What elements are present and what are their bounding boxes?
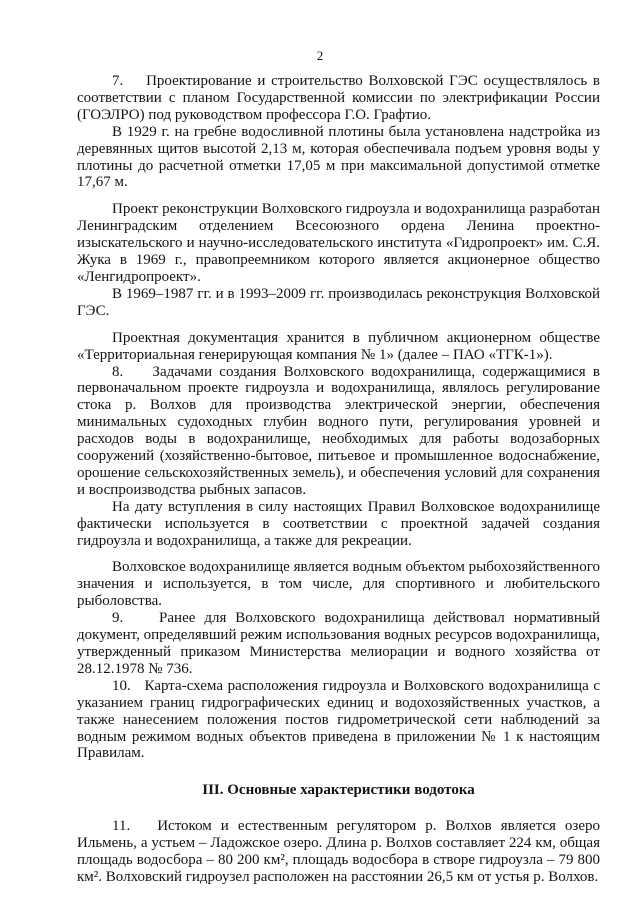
paragraph-1929: В 1929 г. на гребне водосливной плотины была установлена надстройка из деревянных щитов высотой 2,13 м, которая обеспечивала подъем уровня воды у плотины до расчетной отметки 17,05 м при максимальной допустимой отметке 17,67 м. — [77, 123, 600, 191]
paragraph-fishery: Волховское водохранилище является водным объектом рыбохозяйственного значения и используется, в том числе, для спортивного и любительского рыболовства. — [77, 559, 600, 610]
paragraph-9: 9. Ранее для Волховского водохранилища действовал нормативный документ, определявший режим использования водных ресурсов водохранилища, утвержденный приказом Министерства мелиорации и водного хозяйства от 28.12.1978 № 736. — [77, 610, 600, 677]
paragraph-reconstruction-project: Проект реконструкции Волховского гидроузла и водохранилища разработан Ленинградским отделением Всесоюзного ордена Ленина проектно-изыскательского и научно-исследовательского института «Гидропроект» им. С.Я. Жука в 1969 г., правопреемником которого является акционерное общество «Ленгидропроект». — [77, 201, 600, 285]
paragraph-8: 8. Задачами создания Волховского водохранилища, содержащимися в первоначальном проекте гидроузла и водохранилища, являлось регулирование стока р. Волхов для производства электрической энергии, обеспечения минимальных судоходных глубин водного пути, регулирования уровней и расходов воды в водохранилище, необходимых для работы водозаборных сооружений (хозяйственно-бытовое, питьевое и промышленное водоснабжение, орошение сельскохозяйственных земель), и обеспечения условий для сохранения и воспроизводства рыбных запасов. — [77, 363, 600, 498]
paragraph-11: 11. Истоком и естественным регулятором р. Волхов является озеро Ильмень, а устьем – Ладожское озеро. Длина р. Волхов составляет 224 км, общая площадь водосбора – 80 200 км², площадь водосбора в створе гидроузла – 79 800 км². Волховский гидроузел расположен на расстоянии 26,5 км от устья р. Волхов. — [77, 818, 600, 886]
paragraph-reconstruction-years: В 1969–1987 гг. и в 1993–2009 гг. производилась реконструкция Волховской ГЭС. — [77, 285, 600, 319]
paragraph-10: 10. Карта-схема расположения гидроузла и Волховского водохранилища с указанием границ гидрографических единиц и водохозяйственных участков, а также нанесением положения постов гидрометрической сети наблюдений за водным режимом водных объектов приведена в приложении № 1 к настоящим Правилам. — [77, 677, 600, 762]
section-heading: III. Основные характеристики водотока — [202, 782, 475, 799]
page-number: 2 — [316, 48, 324, 63]
paragraph-current-use: На дату вступления в силу настоящих Правил Волховское водохранилище фактически используется в соответствии с проектной задачей создания гидроузла и водохранилища, а также для рекреации. — [77, 498, 600, 549]
document-body — [77, 73, 600, 886]
paragraph-documentation: Проектная документация хранится в публичном акционерном обществе «Территориальная генерирующая компания № 1» (далее – ПАО «ТГК-1»). — [77, 329, 600, 363]
paragraph-7: 7. Проектирование и строительство Волховской ГЭС осуществлялось в соответствии с планом Государственной комиссии по электрификации России (ГОЭЛРО) под руководством профессора Г.О. Графтио. — [77, 73, 600, 123]
